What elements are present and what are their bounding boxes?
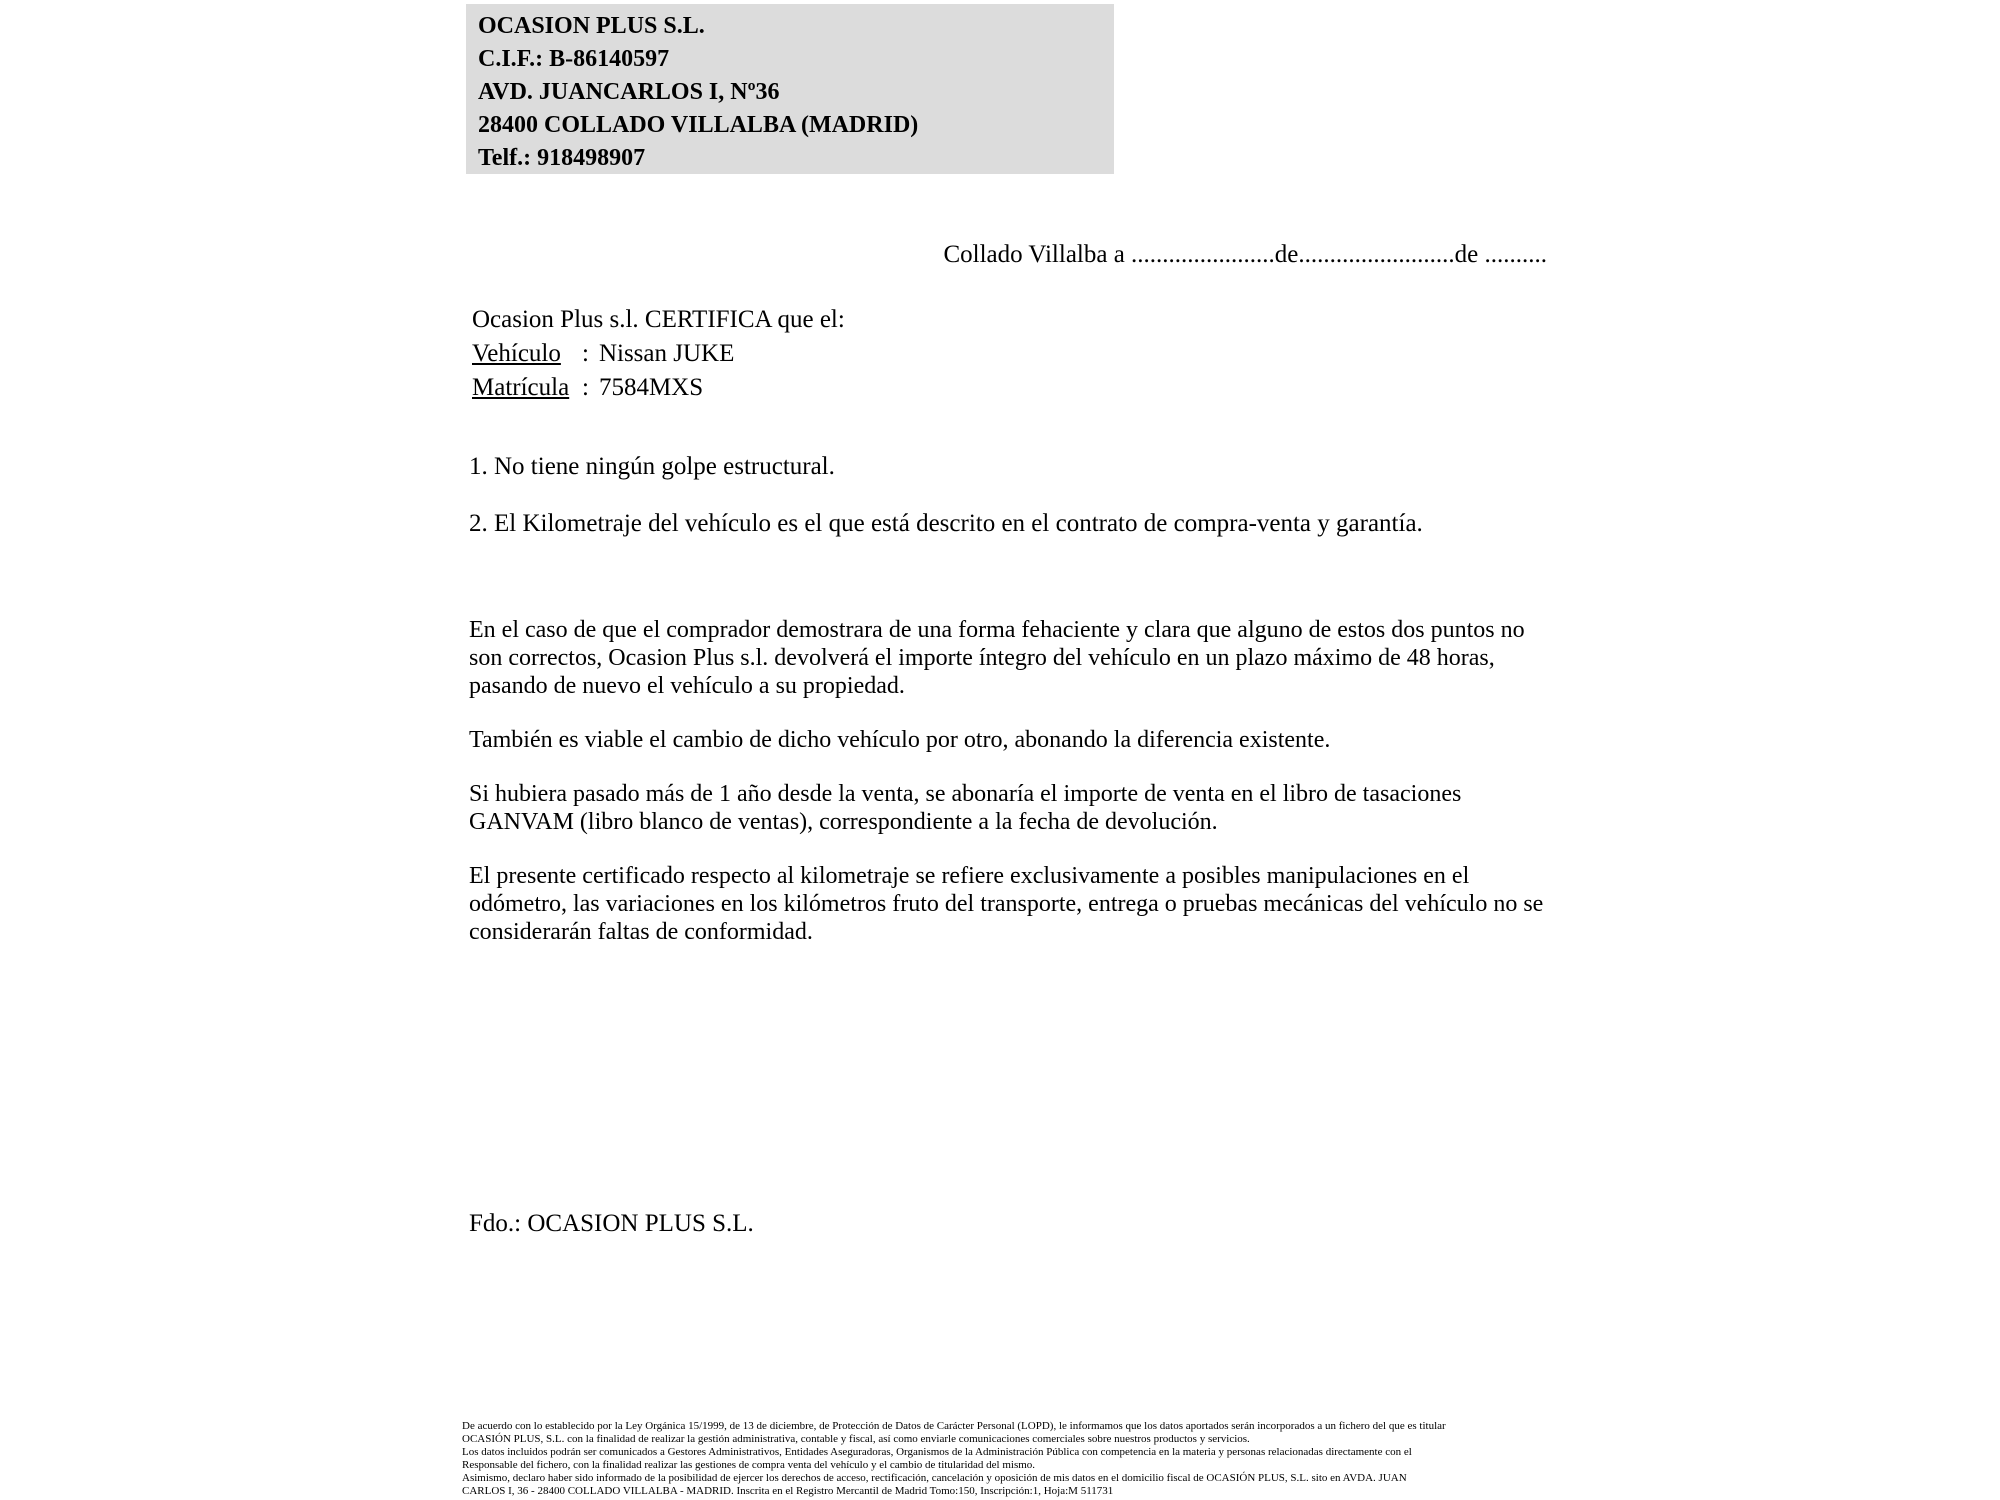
- point-1: 1. No tiene ningún golpe estructural.: [469, 453, 835, 480]
- vehicle-value: Nissan JUKE: [598, 340, 735, 367]
- date-line: Collado Villalba a .......................de.........................de ..........: [943, 241, 1547, 268]
- point-2: 2. El Kilometraje del vehículo es el que está descrito en el contrato de compra-venta y garantía.: [469, 510, 1423, 537]
- plate-value: 7584MXS: [598, 374, 704, 401]
- footer-line-1: De acuerdo con lo establecido por la Ley Orgánica 15/1999, de 13 de diciembre, de Protección de Datos de Carácter Personal (LOPD), le informamos que los datos aportados serán incorporados a un fichero del que es titular: [462, 1420, 1446, 1432]
- certification-points: [469, 452, 1551, 539]
- vehicle-label: Vehículo: [472, 340, 561, 367]
- plate-row: [472, 371, 845, 405]
- plate-separator: :: [582, 374, 589, 401]
- certification-intro: Ocasion Plus s.l. CERTIFICA que el:: [472, 306, 845, 333]
- vehicle-separator: :: [582, 340, 589, 367]
- body-paragraphs: [469, 616, 1551, 972]
- company-phone: Telf.: 918498907: [478, 145, 646, 171]
- footer-line-6: CARLOS I, 36 - 28400 COLLADO VILLALBA - MADRID. Inscrita en el Registro Mercantil de Madrid Tomo:150, Inscripción:1, Hoja:M 511731: [462, 1485, 1114, 1497]
- legal-footer: [462, 1420, 1562, 1498]
- footer-line-4: Responsable del fichero, con la finalidad realizar las gestiones de compra venta del vehículo y el cambio de titularidad del mismo.: [462, 1459, 1036, 1471]
- plate-label-cell: [472, 371, 582, 405]
- paragraph-refund-terms: En el caso de que el comprador demostrara de una forma fehaciente y clara que alguno de estos dos puntos no son correctos, Ocasion Plus s.l. devolverá el importe íntegro del vehículo en un plazo máximo de 48 horas, pasando de nuevo el vehículo a su propiedad.: [469, 617, 1525, 699]
- company-name: OCASION PLUS S.L.: [478, 13, 705, 39]
- vehicle-label-cell: [472, 337, 582, 371]
- footer-line-3: Los datos incluidos podrán ser comunicados a Gestores Administrativos, Entidades Aseguradoras, Organismos de la Administración Pública con competencia en la materia y personas relacionadas directamente con el: [462, 1446, 1412, 1458]
- company-city: 28400 COLLADO VILLALBA (MADRID): [478, 112, 919, 138]
- footer-line-2: OCASIÓN PLUS, S.L. con la finalidad de realizar la gestión administrativa, contable y fiscal, así como enviarle comunicaciones comerciales sobre nuestros productos y servicios.: [462, 1433, 1250, 1445]
- certification-block: [472, 303, 845, 405]
- signature-line: Fdo.: OCASION PLUS S.L.: [469, 1210, 754, 1237]
- paragraph-ganvam-valuation: Si hubiera pasado más de 1 año desde la venta, se abonaría el importe de venta en el libro de tasaciones GANVAM (libro blanco de ventas), correspondiente a la fecha de devolución.: [469, 781, 1462, 835]
- company-cif: C.I.F.: B-86140597: [478, 46, 670, 72]
- company-header-box: [466, 4, 1114, 174]
- vehicle-row: [472, 337, 845, 371]
- footer-line-5: Asimismo, declaro haber sido informado de la posibilidad de ejercer los derechos de acceso, rectificación, cancelación y oposición de mis datos en el domicilio fiscal de OCASIÓN PLUS, S.L. sito en AVDA. JUAN: [462, 1472, 1407, 1484]
- company-address: AVD. JUANCARLOS I, Nº36: [478, 79, 780, 105]
- plate-label: Matrícula: [472, 374, 570, 401]
- paragraph-odometer-disclaimer: El presente certificado respecto al kilometraje se refiere exclusivamente a posibles manipulaciones en el odómetro, las variaciones en los kilómetros fruto del transporte, entrega o pruebas mecánicas del vehículo no se considerarán faltas de conformidad.: [469, 863, 1544, 945]
- paragraph-exchange-option: También es viable el cambio de dicho vehículo por otro, abonando la diferencia existente.: [469, 727, 1331, 753]
